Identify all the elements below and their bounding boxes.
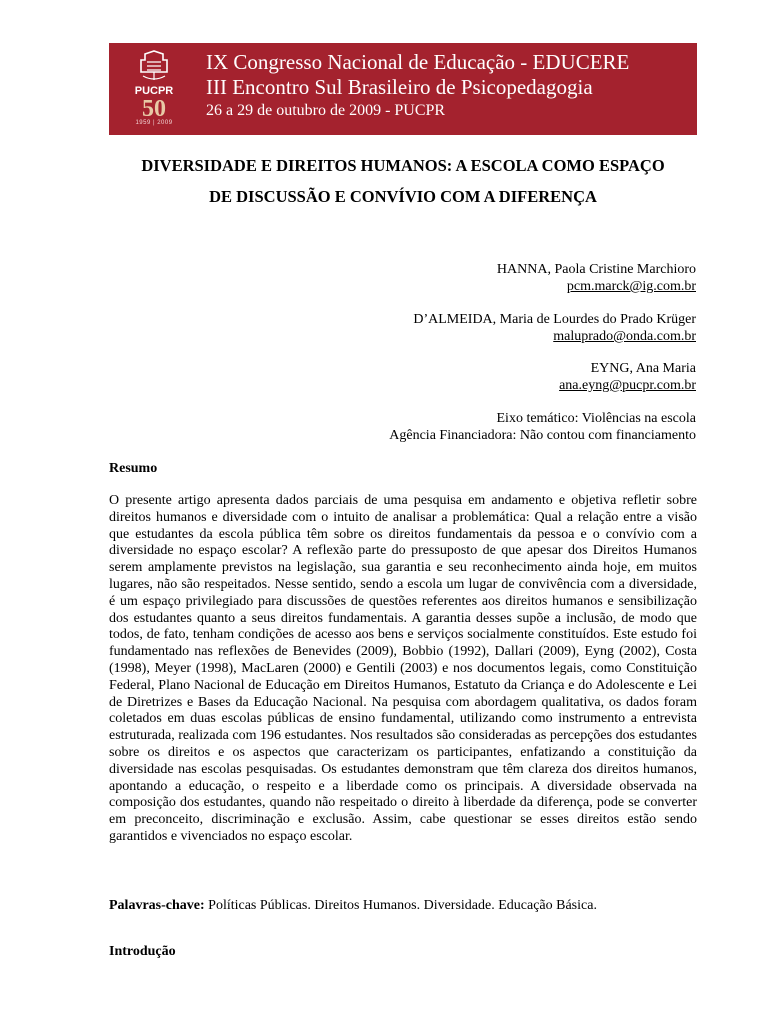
- keywords-text: Políticas Públicas. Direitos Humanos. Diversidade. Educação Básica.: [208, 898, 597, 913]
- keywords-label: Palavras-chave:: [109, 898, 205, 913]
- resumo-text: O presente artigo apresenta dados parciais de uma pesquisa em andamento e objetiva refletir sobre direitos humanos e diversidade com o intuito de analisar a problemática: Qual a relação entre a visão que estudantes da escola pública têm sobre os direitos fundamentais da pessoa e o convívio com a diversidade no espaço escolar? A reflexão parte do pressuposto de que apesar dos Direitos Humanos serem amplamente previstos na legislação, sua garantia e seu reconhecimento ainda hoje, em muitos lugares, não são respeitados. Nesse sentido, sendo a escola um lugar de convivência com a diversidade, é um espaço privilegiado para discussões de questões referentes aos direitos humanos e sensibilização dos estudantes quanto a seus direitos fundamentais. A garantia desses supõe a inclusão, de modo que todos, de fato, tenham condições de acesso aos bens e serviços socialmente constituídos. Este estudo foi fundamentado nas reflexões de Benevides (2009), Bobbio (1992), Dallari (2009), Eyng (2002), Costa (1998), Meyer (1998), MacLaren (2000) e Gentili (2003) e nos documentos legais, como Constituição Federal, Plano Nacional de Educação em Direitos Humanos, Estatuto da Criança e do Adolescente e Lei de Diretrizes e Bases da Educação Nacional. Na pesquisa com abordagem qualitativa, os dados foram coletados em duas escolas públicas de ensino fundamental, utilizando como instrumento a entrevista estruturada, realizada com 196 estudantes. Nos resultados são consideradas as percepções dos estudantes sobre os direitos e os aspectos que caracterizam os participantes, enfatizando a constituição da diversidade nas escolas pesquisadas. Os estudantes demonstram que têm clareza dos direitos humanos, apontando a educação, o respeito e a liberdade como os principais. A diversidade observada na composição dos estudantes, quando não respeitado o direito à liberdade da diferença, pode se converter em preconceito, discriminação e exclusão. Assim, cabe questionar se esses direitos estão sendo garantidos e vivenciados no espaço escolar.: [109, 493, 697, 844]
- author-2-email[interactable]: maluprado@onda.com.br: [553, 329, 696, 344]
- paper-title: [109, 150, 697, 212]
- conference-banner: [109, 43, 697, 135]
- author-3-email[interactable]: ana.eyng@pucpr.com.br: [559, 378, 696, 393]
- title-line-1: DIVERSIDADE E DIREITOS HUMANOS: A ESCOLA COMO ESPAÇO: [141, 156, 665, 175]
- logo-pucpr-text: PUCPR: [134, 85, 174, 97]
- author-2: [413, 311, 696, 345]
- author-2-name: D’ALMEIDA, Maria de Lourdes do Prado Krüger: [413, 312, 696, 327]
- resumo-heading: Resumo: [109, 461, 158, 476]
- pucpr-logo: [123, 50, 185, 130]
- paper-info: [389, 410, 696, 444]
- title-line-2: DE DISCUSSÃO E CONVÍVIO COM A DIFERENÇA: [209, 187, 597, 206]
- author-3-name: EYNG, Ana Maria: [590, 361, 696, 376]
- logo-50: 50: [142, 96, 166, 122]
- author-3: [559, 360, 696, 394]
- eixo-tematico: Eixo temático: Violências na escola: [496, 411, 696, 426]
- agencia-financiadora: Agência Financiadora: Não contou com financiamento: [389, 428, 696, 443]
- logo-years: 1959 | 2009: [135, 120, 173, 126]
- author-1-name: HANNA, Paola Cristine Marchioro: [496, 262, 696, 277]
- author-1: [497, 261, 696, 295]
- author-1-email[interactable]: pcm.marck@ig.com.br: [566, 279, 696, 294]
- banner-text: [206, 50, 629, 121]
- banner-line-2: III Encontro Sul Brasileiro de Psicopedagogia: [206, 75, 593, 99]
- intro-heading: Introdução: [109, 944, 176, 959]
- banner-line-3: 26 a 29 de outubro de 2009 - PUCPR: [206, 102, 446, 119]
- banner-line-1: IX Congresso Nacional de Educação - EDUCERE: [206, 50, 630, 74]
- keywords: [109, 897, 697, 914]
